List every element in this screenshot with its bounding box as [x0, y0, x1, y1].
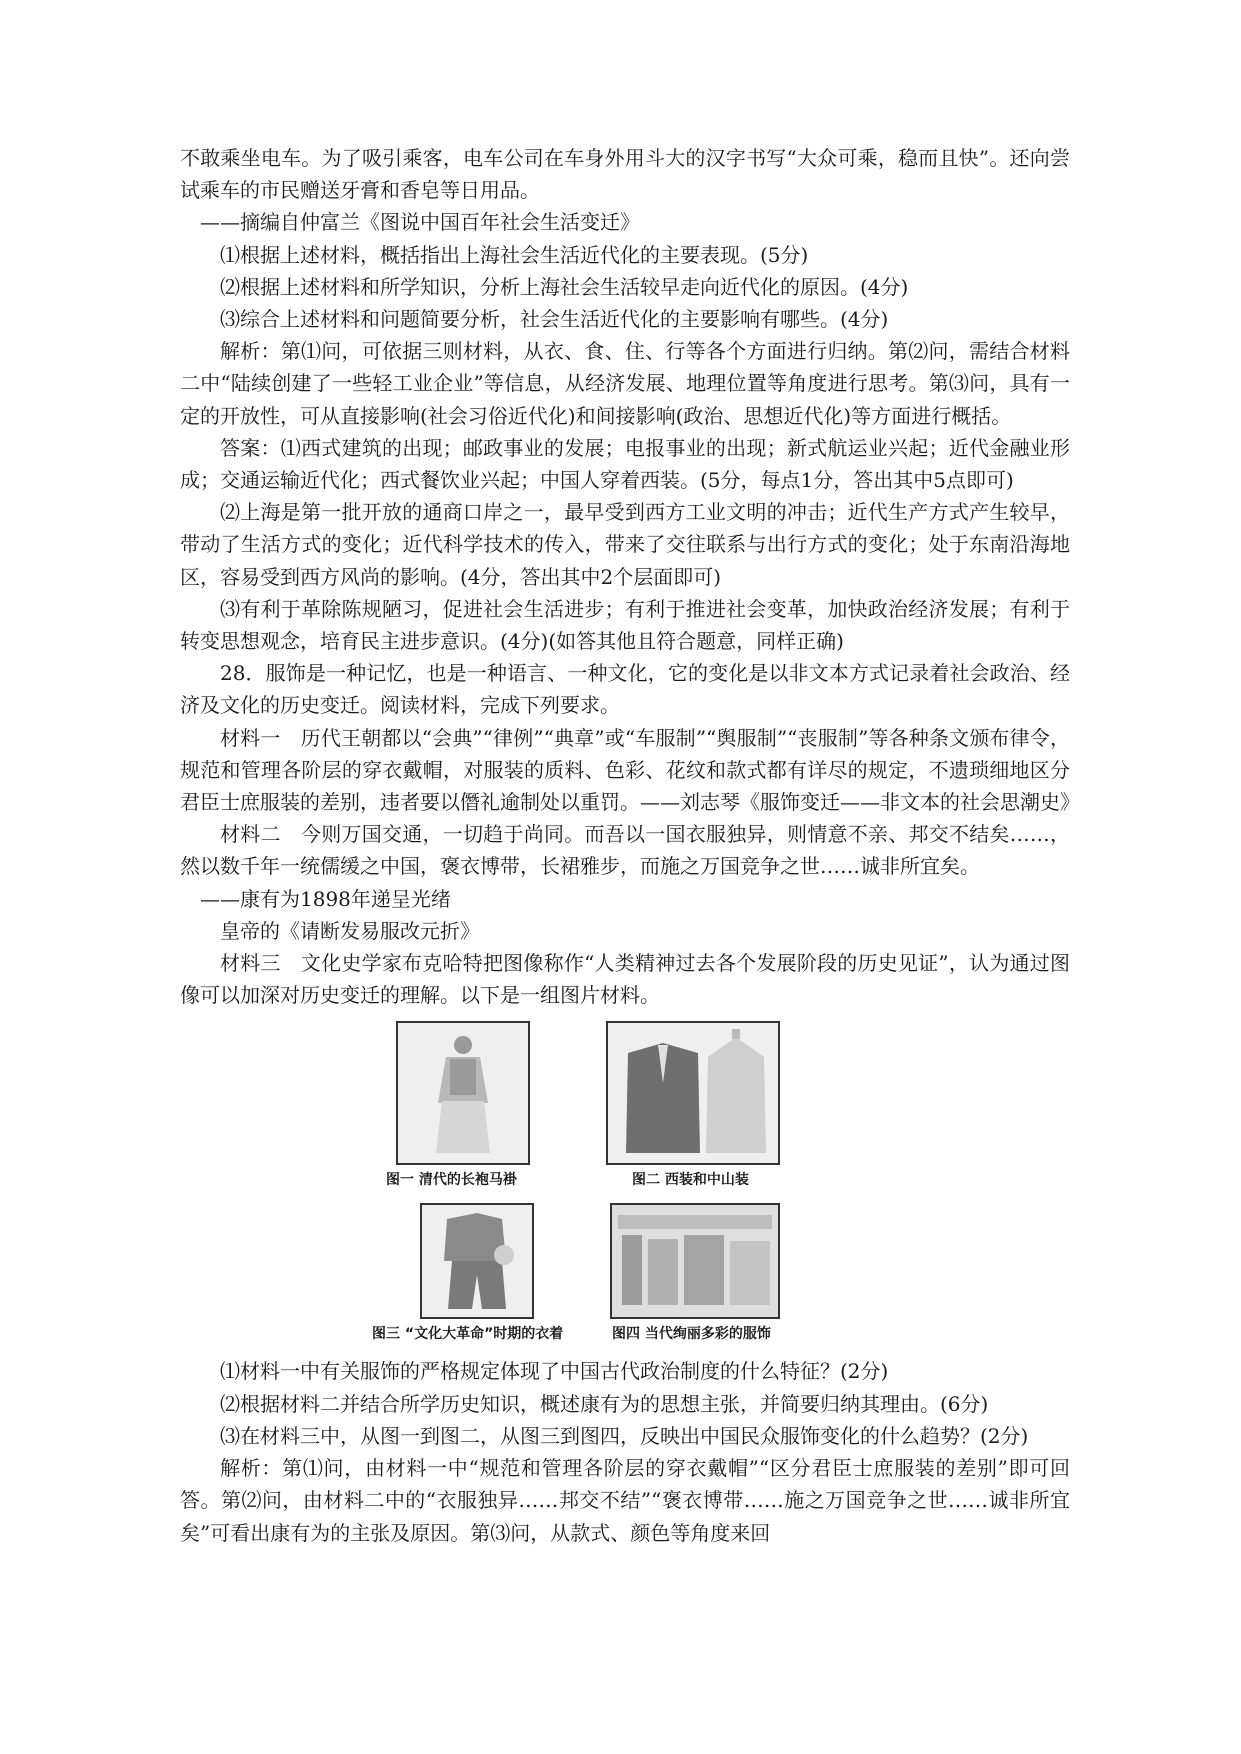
analysis-28: 解析：第⑴问，由材料一中“规范和管理各阶层的穿衣戴帽”“区分君臣士庶服装的差别”即可回答。第⑵问，由材料二中的“衣服独异……邦交不结”“褒衣博带……施之万国竞争之世……诚非所宜矣”可看出康有为的主张及原因。第⑶问，从款式、颜色等角度来回 — [180, 1456, 1070, 1545]
material-2-source-line1: ——康有为1898年递呈光绪 — [200, 886, 451, 911]
figure-4-caption: 图四 当代绚丽多彩的服饰 — [612, 1326, 771, 1343]
material-2: 材料二 今则万国交通，一切趋于尚同。而吾以一国衣服独异，则情意不亲、邦交不结矣……，然以数千年一统儒缓之中国，褒衣博带，长裙雅步，而施之万国竞争之世……诚非所宜矣。 — [180, 822, 1070, 879]
question-3: ⑶综合上述材料和问题简要分析，社会生活近代化的主要影响有哪些。(4分) — [220, 307, 889, 332]
answer-3: ⑶有利于革除陈规陋习，促进社会生活进步；有利于推进社会变革，加快政治经济发展；有利于转变思想观念，培育民主进步意识。(4分)(如答其他且符合题意，同样正确) — [180, 596, 1070, 654]
question-28-intro: 28．服饰是一种记忆，也是一种语言、一种文化，它的变化是以非文本方式记录着社会政治、经济及文化的历史变迁。阅读材料，完成下列要求。 — [180, 661, 1070, 718]
question-28-3: ⑶在材料三中，从图一到图二，从图三到图四，反映出中国民众服饰变化的什么趋势？(2分) — [220, 1423, 1029, 1448]
source-citation: ——摘编自仲富兰《图说中国百年社会生活变迁》 — [200, 210, 640, 235]
figure-1-caption: 图一 清代的长袍马褂 — [386, 1172, 517, 1189]
paragraph-material-end: 不敢乘坐电车。为了吸引乘客，电车公司在车身外用斗大的汉字书写“大众可乘，稳而且快”。还向尝试乘车的市民赠送牙膏和香皂等日用品。 — [180, 146, 1070, 203]
figure-4-illustration — [612, 1205, 778, 1317]
figure-2-caption: 图二 西装和中山装 — [632, 1172, 749, 1189]
figure-row-top — [180, 1021, 1070, 1203]
figure-1-illustration — [398, 1023, 528, 1163]
figure-4-image — [610, 1203, 780, 1319]
question-28-2: ⑵根据材料二并结合所学历史知识，概述康有为的思想主张，并简要归纳其理由。(6分) — [220, 1391, 989, 1416]
question-2: ⑵根据上述材料和所学知识，分析上海社会生活较早走向近代化的原因。(4分) — [220, 274, 909, 299]
document-page — [180, 142, 1080, 1549]
material-2-source-line2: 皇帝的《请断发易服改元折》 — [220, 918, 480, 943]
analysis-paragraph: 解析：第⑴问，可依据三则材料，从衣、食、住、行等各个方面进行归纳。第⑵问，需结合材料二中“陆续创建了一些轻工业企业”等信息，从经济发展、地理位置等角度进行思考。第⑶问，具有一定的开放性，可从直接影响(社会习俗近代化)和间接影响(政治、思想近代化)等方面进行概括。 — [180, 339, 1070, 428]
figure-row-bottom — [180, 1203, 1070, 1355]
question-28-1: ⑴材料一中有关服饰的严格规定体现了中国古代政治制度的什么特征？(2分) — [220, 1359, 889, 1384]
figure-3-illustration — [422, 1205, 532, 1317]
figure-2-image — [606, 1021, 780, 1165]
question-1: ⑴根据上述材料，概括指出上海社会生活近代化的主要表现。(5分) — [220, 242, 809, 267]
material-3: 材料三 文化史学家布克哈特把图像称作“人类精神过去各个发展阶段的历史见证”，认为通过图像可以加深对历史变迁的理解。以下是一组图片材料。 — [180, 951, 1070, 1008]
figure-3-caption: 图三 “文化大革命”时期的衣着 — [372, 1326, 564, 1343]
material-1: 材料一 历代王朝都以“会典”“律例”“典章”或“车服制”“舆服制”“丧服制”等各种条文颁布律令，规范和管理各阶层的穿衣戴帽，对服装的质料、色彩、花纹和款式都有详尽的规定，不遗琐细地区分君臣士庶服装的差别，违者要以僭礼逾制处以重罚。——刘志琴《服饰变迁——非文本的社会思潮史》 — [180, 725, 1080, 815]
figure-3-image — [420, 1203, 534, 1319]
figure-1-image — [396, 1021, 530, 1165]
figure-2-illustration — [608, 1023, 778, 1163]
answer-2: ⑵上海是第一批开放的通商口岸之一，最早受到西方工业文明的冲击；近代生产方式产生较早，带动了生活方式的变化；近代科学技术的传入，带来了交往联系与出行方式的变化；处于东南沿海地区，容易受到西方风尚的影响。(4分，答出其中2个层面即可) — [180, 500, 1070, 589]
answer-1: 答案：⑴西式建筑的出现；邮政事业的发展；电报事业的出现；新式航运业兴起；近代金融业形成；交通运输近代化；西式餐饮业兴起；中国人穿着西装。(5分，每点1分，答出其中5点即可) — [180, 435, 1070, 493]
